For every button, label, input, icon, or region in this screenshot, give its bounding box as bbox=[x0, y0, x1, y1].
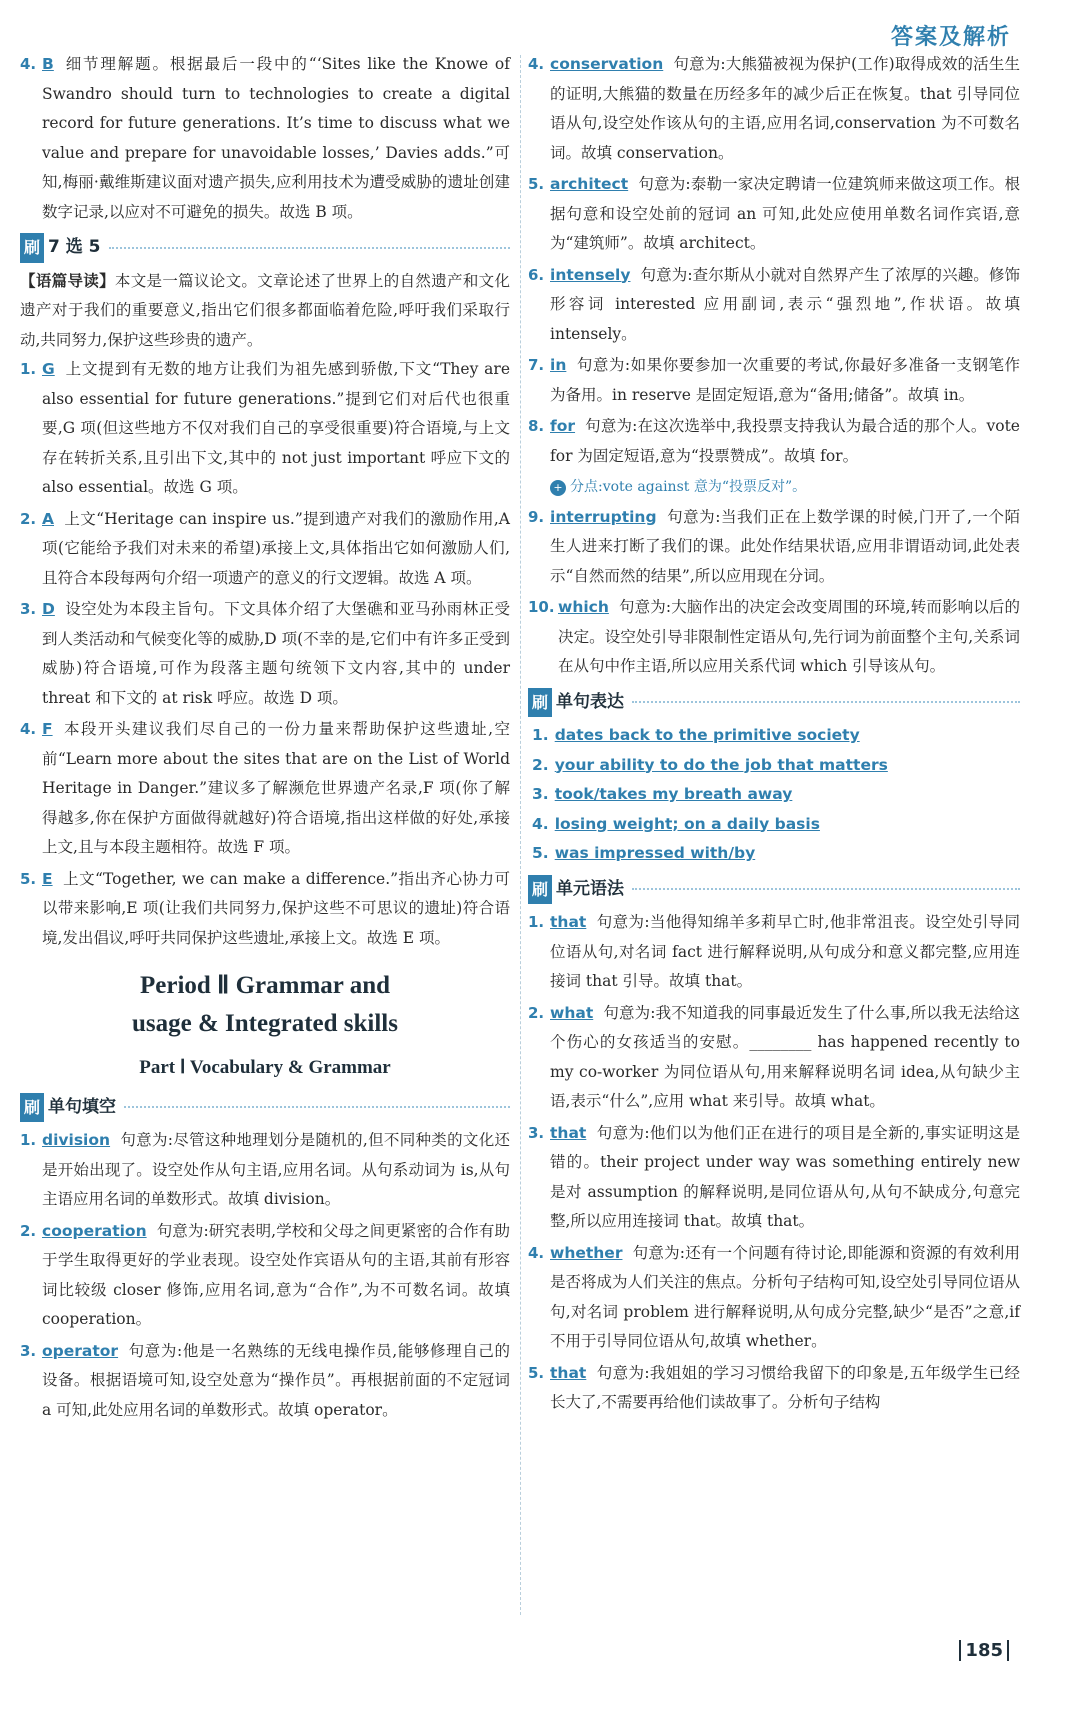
answer-item bbox=[20, 355, 510, 503]
intro-text: 本文是一篇议论文。文章论述了世界上的自然遗产和文化遗产对于我们的重要意义,指出它们很多都面临着危险,呼吁我们采取行动,共同努力,保护这些珍贵的遗产。 bbox=[20, 271, 510, 349]
tip-label: 分点: bbox=[570, 479, 603, 495]
period-title-line: usage & Integrated skills bbox=[132, 1010, 398, 1037]
item-answer: D bbox=[42, 600, 55, 618]
section-dots bbox=[109, 247, 510, 249]
expression-item bbox=[532, 839, 1020, 869]
item-number: 4. bbox=[20, 720, 37, 738]
item-explanation: 句意为:当他得知绵羊多莉早亡时,他非常沮丧。设空处引导同位语从句,对名词 fact 进行解释说明,从句成分和意义都完整,应用连接词 that 引导。故填 that。 bbox=[550, 913, 1020, 990]
answer-item bbox=[528, 1239, 1020, 1357]
answer-item bbox=[20, 1337, 510, 1426]
expression-item bbox=[532, 721, 1020, 751]
section-dots bbox=[124, 1106, 510, 1108]
item-number: 4. bbox=[528, 1243, 545, 1262]
answer-item bbox=[528, 351, 1020, 410]
answer-item bbox=[20, 865, 510, 954]
item-number: 3. bbox=[20, 600, 37, 618]
item-explanation: 句意为:我不知道我的同事最近发生了什么事,所以我无法给这个伤心的女孩适当的安慰。________ has happened recently to my co-worker 为同位语从句,用来解释说明名词 idea,从句缺少主语,表示“什么”,应用 what 来引导。故填 what。 bbox=[550, 1003, 1020, 1110]
item-answer: that bbox=[550, 1123, 587, 1142]
item-answer: B bbox=[42, 55, 54, 73]
item-explanation: 句意为:大脑作出的决定会改变周围的环境,转而影响以后的决定。设空处引导非限制性定语从句,先行词为前面整个主句,关系词在从句中作主语,所以应用关系代词 which 引导该从句。 bbox=[558, 598, 1020, 675]
left-column bbox=[20, 50, 510, 1427]
section-tag: 刷 bbox=[528, 688, 552, 718]
answer-item bbox=[528, 503, 1020, 592]
item-answer: interrupting bbox=[550, 507, 657, 526]
item-answer: that bbox=[550, 913, 587, 931]
intro-label: 【语篇导读】 bbox=[20, 271, 115, 290]
item-number: 5. bbox=[528, 175, 545, 193]
item-number: 2. bbox=[20, 1221, 37, 1240]
expression-answer: your ability to do the job that matters bbox=[554, 755, 888, 774]
answer-item bbox=[528, 170, 1020, 259]
plus-icon: + bbox=[550, 480, 566, 496]
tip-note bbox=[528, 473, 1020, 503]
section-title: 单元语法 bbox=[556, 878, 625, 899]
item-explanation: 句意为:尽管这种地理划分是随机的,但不同种类的文化还是开始出现了。设空处作从句主语,应用名词。从句系动词为 is,从句主语应用名词的单数形式。故填 division。 bbox=[42, 1131, 510, 1208]
expression-answer: took/takes my breath away bbox=[554, 785, 793, 803]
period-title-line: Period Ⅱ Grammar and bbox=[139, 972, 390, 999]
item-explanation: 句意为:查尔斯从小就对自然界产生了浓厚的兴趣。修饰形容词 interested 应用副词,表示“强烈地”,作状语。故填 intensely。 bbox=[550, 265, 1020, 343]
expression-item bbox=[532, 751, 1020, 781]
item-number: 3. bbox=[528, 1123, 545, 1142]
section-heading bbox=[528, 688, 1020, 718]
item-explanation: 句意为:研究表明,学校和父母之间更紧密的合作有助于学生取得更好的学业表现。设空处作宾语从句的主语,其前有形容词比较级 closer 修饰,应用名词,意为“合作”,为不可数名词。故填 cooperation。 bbox=[42, 1221, 510, 1328]
expression-item bbox=[532, 810, 1020, 840]
item-answer: which bbox=[558, 598, 609, 616]
item-answer: division bbox=[42, 1131, 111, 1149]
item-explanation: 句意为:大熊猫被视为保护(工作)取得成效的活生生的证明,大熊猫的数量在历经多年的减少后正在恢复。that 引导同位语从句,设空处作该从句的主语,应用名词,conservation 为不可数名词。故填 conservation。 bbox=[550, 55, 1020, 162]
item-number: 8. bbox=[528, 417, 545, 435]
item-answer: A bbox=[42, 509, 54, 528]
item-explanation: 句意为:当我们正在上数学课的时候,门开了,一个陌生人进来打断了我们的课。此处作结果状语,应用非谓语动词,此处表示“自然而然的结果”,所以应用现在分词。 bbox=[550, 507, 1020, 585]
section-dots bbox=[632, 888, 1020, 890]
answer-item bbox=[20, 50, 510, 227]
item-number: 5. bbox=[532, 844, 549, 862]
item-number: 4. bbox=[532, 814, 549, 833]
item-answer: operator bbox=[42, 1341, 119, 1360]
item-explanation: 本段开头建议我们尽自己的一份力量来帮助保护这些遗址,空前“Learn more about the sites that are on the List of World Heritage in Danger.”建议多了解濒危世界遗产名录,F 项(你了解得越多,你在保护方面做得就越好)符合语境,指出这样做的好处,承接上文,且与本段主题相符。故选 F 项。 bbox=[42, 720, 510, 856]
expression-item bbox=[532, 780, 1020, 810]
section-heading bbox=[20, 1093, 510, 1123]
item-number: 5. bbox=[528, 1363, 545, 1382]
expression-answer: was impressed with/by bbox=[554, 844, 756, 862]
answer-item bbox=[20, 595, 510, 713]
item-explanation: 句意为:我姐姐的学习习惯给我留下的印象是,五年级学生已经长大了,不需要再给他们读故事了。分析句子结构 bbox=[550, 1363, 1020, 1411]
page-number: 185 bbox=[959, 1640, 1009, 1661]
column-divider bbox=[520, 55, 521, 1615]
item-number: 6. bbox=[528, 265, 545, 284]
item-number: 10. bbox=[528, 598, 555, 616]
item-number: 2. bbox=[528, 1003, 545, 1022]
expression-answer: losing weight; on a daily basis bbox=[554, 814, 820, 833]
item-answer: conservation bbox=[550, 55, 664, 73]
item-answer: F bbox=[42, 720, 53, 738]
item-explanation: 句意为:他是一名熟练的无线电操作员,能够修理自己的设备。根据语境可知,设空处意为“操作员”。再根据前面的不定冠词 a 可知,此处应用名词的单数形式。故填 operator。 bbox=[42, 1341, 510, 1419]
answer-item bbox=[20, 1126, 510, 1215]
item-answer: E bbox=[42, 869, 53, 888]
section-title: 7 选 5 bbox=[48, 237, 101, 257]
section-dots bbox=[632, 701, 1020, 703]
item-explanation: 细节理解题。根据最后一段中的“‘Sites like the Knowe of Swandro should turn to technologies to create a digital record for future generations. It’s time to discuss what we value and prepare for unavoidable losses,’ Davies adds.”可知,梅丽·戴维斯建议面对遗产损失,应利用技术为遭受威胁的遗址创建数字记录,以应对不可避免的损失。故选 B 项。 bbox=[42, 55, 510, 221]
item-explanation: 句意为:他们以为他们正在进行的项目是全新的,事实证明这是错的。their project under way was something entirely new 是对 assumption 的解释说明,是同位语从句,从句不缺成分,句意完整,所以应用连接词 that。故填 that。 bbox=[550, 1123, 1020, 1230]
item-explanation: 句意为:在这次选举中,我投票支持我认为最合适的那个人。vote for 为固定短语,意为“投票赞成”。故填 for。 bbox=[550, 417, 1020, 465]
answer-item bbox=[528, 593, 1020, 682]
item-number: 4. bbox=[20, 55, 37, 73]
section-heading bbox=[528, 875, 1020, 905]
section-tag: 刷 bbox=[20, 233, 44, 263]
item-number: 5. bbox=[20, 869, 37, 888]
right-column bbox=[528, 50, 1020, 1420]
item-explanation: 上文“Together, we can make a difference.”指出齐心协力可以带来影响,E 项(让我们共同努力,保护这些不可思议的遗址)符合语境,发出倡议,呼吁共同保护这些遗址,承接上文。故选 E 项。 bbox=[42, 869, 510, 947]
tip-text: vote against 意为“投票反对”。 bbox=[602, 479, 807, 495]
section-tag: 刷 bbox=[528, 875, 552, 905]
part-title: Part Ⅰ Vocabulary & Grammar bbox=[139, 1057, 391, 1078]
section-title: 单句填空 bbox=[48, 1096, 117, 1117]
item-number: 1. bbox=[532, 726, 549, 744]
item-number: 1. bbox=[20, 360, 37, 378]
item-explanation: 设空处为本段主旨句。下文具体介绍了大堡礁和亚马孙雨林正受到人类活动和气候变化等的威胁,D 项(不幸的是,它们中有许多正受到威胁)符合语境,可作为段落主题句统领下文内容,其中的 under threat 和下文的 at risk 呼应。故选 D 项。 bbox=[42, 600, 510, 707]
answer-item bbox=[528, 1119, 1020, 1237]
item-answer: G bbox=[42, 360, 55, 378]
period-title bbox=[20, 967, 510, 1043]
answer-item bbox=[528, 412, 1020, 471]
passage-intro bbox=[20, 267, 510, 356]
item-number: 7. bbox=[528, 356, 545, 374]
item-explanation: 上文“Heritage can inspire us.”提到遗产对我们的激励作用,A 项(它能给予我们对未来的希望)承接上文,具体指出它如何激励人们,且符合本段每两句介绍一项遗产的意义的行文逻辑。故选 A 项。 bbox=[42, 509, 510, 587]
expression-answer: dates back to the primitive society bbox=[554, 726, 860, 744]
item-answer: in bbox=[550, 356, 567, 374]
item-number: 2. bbox=[532, 755, 549, 774]
section-title: 单句表达 bbox=[556, 691, 625, 712]
item-explanation: 句意为:泰勒一家决定聘请一位建筑师来做这项工作。根据句意和设空处前的冠词 an 可知,此处应使用单数名词作宾语,意为“建筑师”。故填 architect。 bbox=[550, 175, 1020, 252]
item-explanation: 上文提到有无数的地方让我们为祖先感到骄傲,下文“They are also essential for future generations.”提到它们对后代也很重要,G 项(但这些地方不仅对我们自己的享受很重要)符合语境,与上文存在转折关系,且引出下文,其中的 not just important 呼应下文的 also essential。故选 G 项。 bbox=[42, 360, 510, 496]
item-number: 9. bbox=[528, 507, 545, 526]
answer-item bbox=[20, 1217, 510, 1335]
item-answer: what bbox=[550, 1003, 594, 1022]
item-number: 4. bbox=[528, 55, 545, 73]
item-answer: whether bbox=[550, 1243, 623, 1262]
item-number: 3. bbox=[20, 1341, 37, 1360]
answer-item bbox=[528, 261, 1020, 350]
item-answer: that bbox=[550, 1363, 587, 1382]
item-number: 1. bbox=[20, 1131, 37, 1149]
item-number: 1. bbox=[528, 913, 545, 931]
item-number: 3. bbox=[532, 785, 549, 803]
item-explanation: 句意为:还有一个问题有待讨论,即能源和资源的有效利用是否将成为人们关注的焦点。分析句子结构可知,设空处引导同位语从句,对名词 problem 进行解释说明,从句成分完整,缺少“是否”之意,if 不用于引导同位语从句,故填 whether。 bbox=[550, 1243, 1020, 1350]
item-answer: architect bbox=[550, 175, 629, 193]
answer-item bbox=[528, 50, 1020, 168]
item-answer: intensely bbox=[550, 265, 631, 284]
answer-item bbox=[20, 715, 510, 863]
header-title: 答案及解析 bbox=[890, 25, 1011, 50]
answer-item bbox=[528, 999, 1020, 1117]
answer-item bbox=[20, 505, 510, 594]
item-answer: cooperation bbox=[42, 1221, 147, 1240]
section-heading bbox=[20, 233, 510, 263]
section-tag: 刷 bbox=[20, 1093, 44, 1123]
expression-list bbox=[528, 721, 1020, 869]
item-answer: for bbox=[550, 417, 576, 435]
answer-item bbox=[528, 1359, 1020, 1418]
item-number: 2. bbox=[20, 509, 37, 528]
item-explanation: 句意为:如果你要参加一次重要的考试,你最好多准备一支钢笔作为备用。in reserve 是固定短语,意为“备用;储备”。故填 in。 bbox=[550, 356, 1020, 404]
answer-item bbox=[528, 908, 1020, 997]
